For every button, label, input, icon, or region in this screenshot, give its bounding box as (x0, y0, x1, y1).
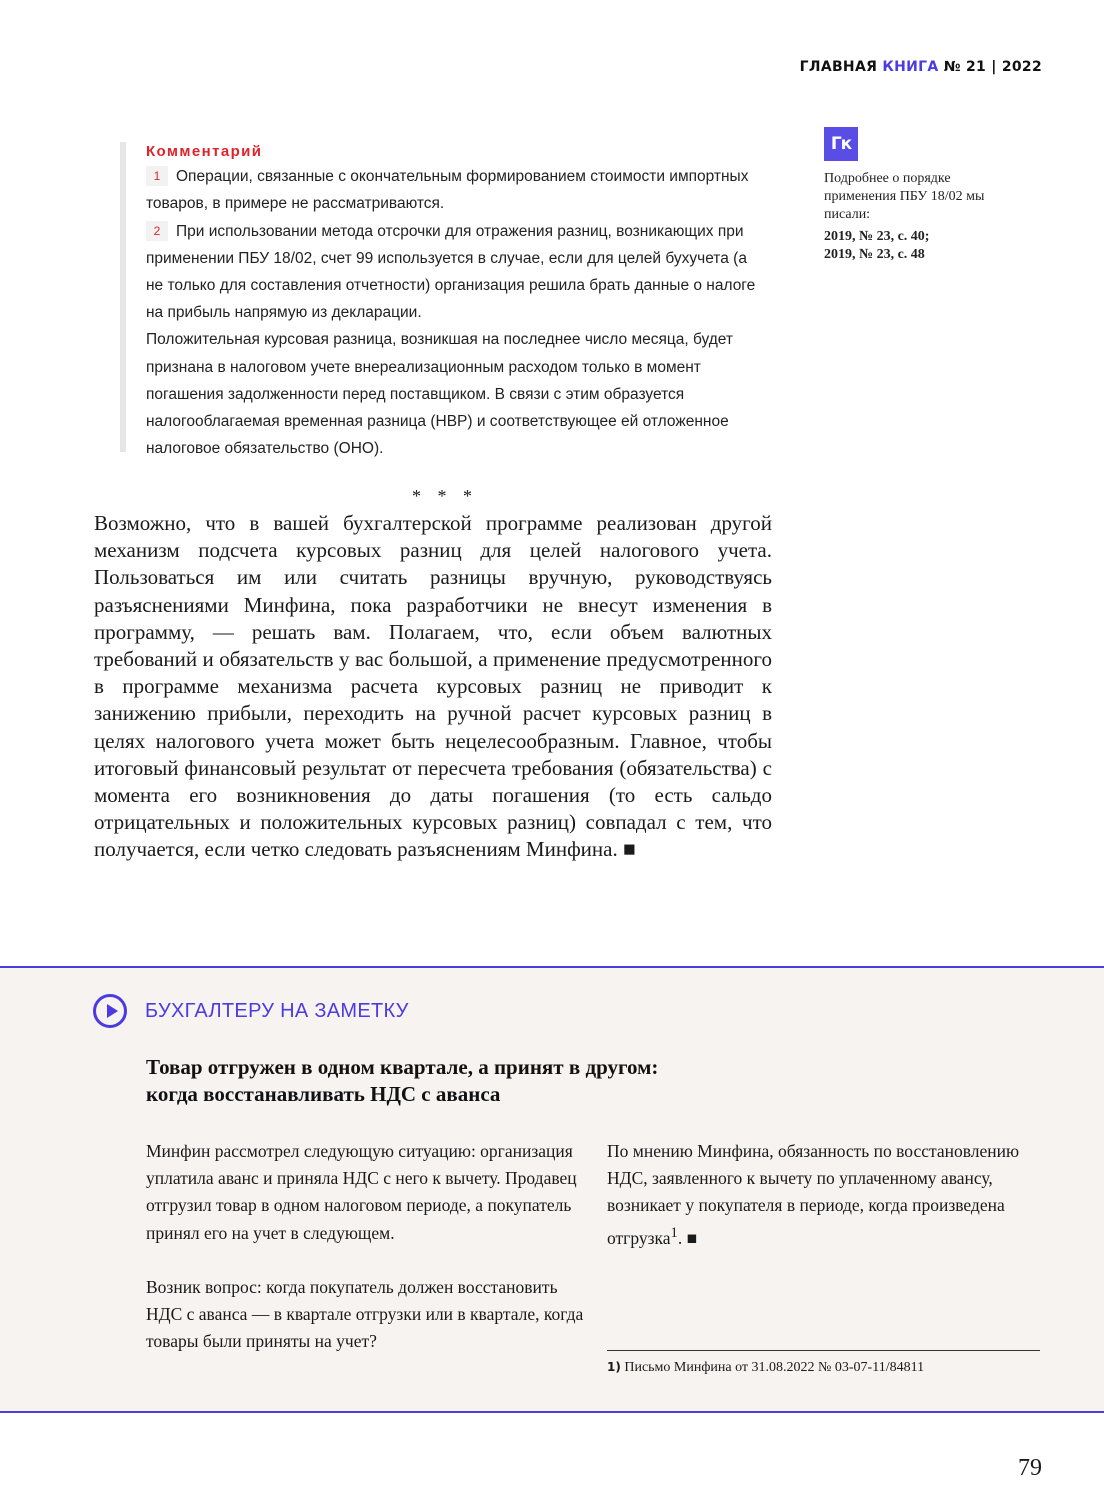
panel-paragraph-text: По мнению Минфина, обязанность по восстановлению НДС, заявленного к вычету по уплаченному авансу, возникает у покупателя в периоде, когда произведена отгрузка (607, 1141, 1020, 1248)
play-circle-icon (93, 994, 127, 1028)
gk-logo-icon: Гк (824, 127, 858, 161)
panel-column-right (607, 1138, 1042, 1252)
panel-section-label: БУХГАЛТЕРУ НА ЗАМЕТКУ (145, 1000, 409, 1022)
footnote-rule (607, 1350, 1040, 1351)
comment-title: Комментарий (146, 143, 263, 160)
comment-bar (120, 142, 126, 452)
article-body (94, 510, 772, 864)
panel-paragraph: Возник вопрос: когда покупатель должен восстановить НДС с аванса — в квартале отгрузки или в квартале, когда товары были приняты на учет? (146, 1276, 584, 1352)
side-note-ref: 2019, № 23, с. 40; (824, 229, 930, 244)
footnote-text: Письмо Минфина от 31.08.2022 № 03-07-11/84811 (620, 1360, 925, 1375)
panel-title-line: Товар отгружен в одном квартале, а принят в другом: (146, 1055, 659, 1079)
footnote (607, 1358, 1047, 1377)
comment-number-badge: 1 (146, 166, 168, 186)
comment-extra: Положительная курсовая разница, возникшая на последнее число месяца, будет признана в налоговом учете внереализационным расходом только в момент погашения задолженности перед поставщиком. В связи с этим образуется налогооблагаемая временная разница (НВР) и соответствующее ей отложенное налоговое обязательство (ОНО). (146, 331, 733, 458)
comment-block (146, 138, 766, 462)
side-note (824, 170, 1024, 264)
panel-title-line: когда восстанавливать НДС с аванса (146, 1082, 501, 1106)
section-separator: * * * (412, 486, 478, 506)
footnote-ref: 1 (670, 1224, 678, 1241)
panel-divider-top (0, 966, 1104, 968)
running-header (800, 59, 1042, 75)
end-mark: ■ (617, 837, 636, 862)
panel-paragraph-end: . ■ (677, 1227, 698, 1248)
comment-number-badge: 2 (146, 221, 168, 241)
footnote-number: 1) (607, 1360, 621, 1374)
side-note-text: Подробнее о порядке применения ПБУ 18/02 мы писали: (824, 171, 985, 222)
header-title-accent: КНИГА (882, 59, 939, 75)
panel-column-left (146, 1138, 586, 1382)
comment-text: При использовании метода отсрочки для отражения разниц, возникающих при применении ПБУ 18/02, счет 99 используется в случае, если для целей бухучета (а не только для составления отчетности) организация решила брать данные о налоге на прибыль напрямую из декларации. (146, 222, 756, 322)
article-paragraph (94, 510, 772, 864)
panel-title (146, 1054, 826, 1108)
header-issue: № 21 | 2022 (938, 59, 1042, 75)
page-number: 79 (1018, 1455, 1042, 1481)
comment-item (146, 163, 766, 217)
panel-paragraph (607, 1138, 1042, 1252)
panel-divider-bottom (0, 1411, 1104, 1413)
header-title: ГЛАВНАЯ (799, 59, 883, 75)
article-text: Возможно, что в вашей бухгалтерской программе реализован другой механизм подсчета курсовых разниц для целей налогового учета. Пользоваться им или считать разницы вручную, руководствуясь разъяснениями Минфина, пока разработчики не внесут изменения в программу, — решать вам. Полагаем, что, если объем валютных требований и обязательств у вас большой, а применение предусмотренного в программе механизма расчета курсовых разниц не приводит к занижению прибыли, переходить на ручной расчет курсовых разниц в целях налогового учета может быть нецелесообразным. Главное, чтобы итоговый финансовый результат от пересчета требования (обязательства) с момента его возникновения до даты погашения (то есть сальдо отрицательных и положительных курсовых разниц) совпадал с тем, что получается, если четко следовать разъяснениям Минфина. (94, 511, 772, 862)
side-note-refs (824, 228, 1024, 264)
comment-item (146, 218, 766, 327)
side-note-ref: 2019, № 23, с. 48 (824, 247, 925, 262)
comment-text: Операции, связанные с окончательным формированием стоимости импортных товаров, в примере не рассматриваются. (146, 168, 749, 213)
panel-paragraph: Минфин рассмотрел следующую ситуацию: организация уплатила аванс и приняла НДС с него к вычету. Продавец отгрузил товар в одном налоговом периоде, а покупатель принял его на учет в следующем. (146, 1141, 577, 1243)
